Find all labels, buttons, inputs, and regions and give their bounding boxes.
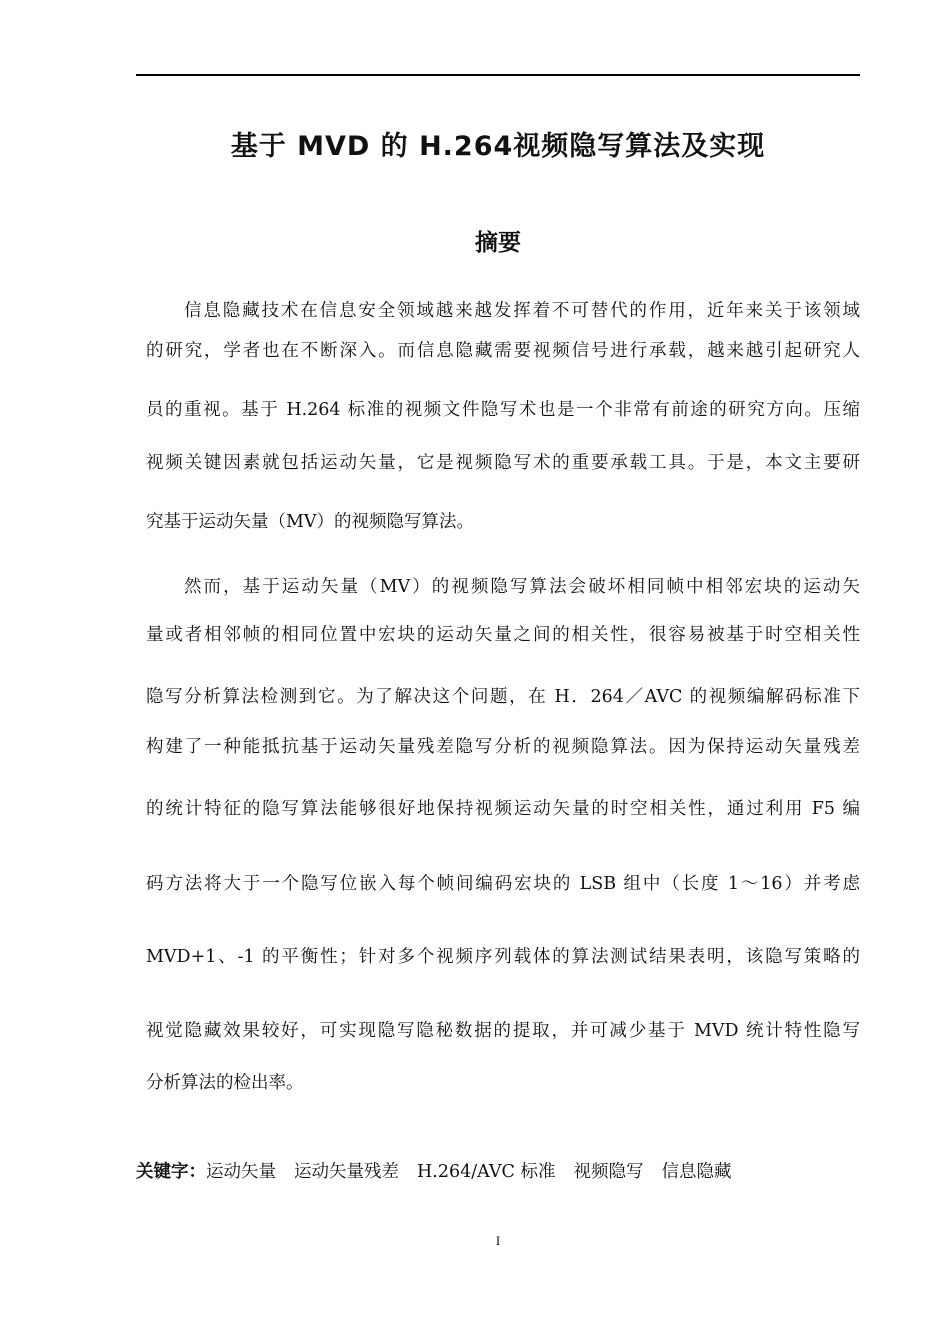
abstract-line: 视觉隐藏效果较好，可实现隐写隐秘数据的提取，并可减少基于 MVD 统计特性隐写 <box>146 1021 860 1041</box>
abstract-line: 分析算法的检出率。 <box>146 1073 304 1093</box>
keywords-line <box>136 1158 749 1183</box>
abstract-line: 信息隐藏技术在信息安全领域越来越发挥着不可替代的作用，近年来关于该领域 <box>184 301 860 321</box>
abstract-line: 然而，基于运动矢量（MV）的视频隐写算法会破坏相同帧中相邻宏块的运动矢 <box>184 577 860 597</box>
abstract-line: MVD+1、-1 的平衡性；针对多个视频序列载体的算法测试结果表明，该隐写策略的 <box>146 947 860 967</box>
abstract-heading: 摘要 <box>475 230 521 256</box>
keyword-item: 视频隐写 <box>573 1162 644 1182</box>
keyword-item: 运动矢量 <box>206 1162 276 1182</box>
header-rule <box>136 74 860 76</box>
abstract-line: 码方法将大于一个隐写位嵌入每个帧间编码宏块的 LSB 组中（长度 1～16）并考虑 <box>146 874 860 894</box>
abstract-line: 隐写分析算法检测到它。为了解决这个问题，在 H．264／AVC 的视频编解码标准下 <box>146 687 860 707</box>
abstract-line: 的研究，学者也在不断深入。而信息隐藏需要视频信号进行承载，越来越引起研究人 <box>146 341 860 361</box>
abstract-line: 视频关键因素就包括运动矢量，它是视频隐写术的重要承载工具。于是，本文主要研 <box>146 453 860 473</box>
keywords-label: 关键字： <box>136 1162 206 1182</box>
abstract-line: 的统计特征的隐写算法能够很好地保持视频运动矢量的时空相关性，通过利用 F5 编 <box>146 799 860 819</box>
keyword-item: 信息隐藏 <box>661 1162 732 1182</box>
abstract-line: 员的重视。基于 H.264 标准的视频文件隐写术也是一个非常有前途的研究方向。压缩 <box>146 400 860 420</box>
abstract-line: 究基于运动矢量（MV）的视频隐写算法。 <box>146 512 475 532</box>
keyword-item: 运动矢量残差 <box>294 1162 399 1182</box>
paper-title: 基于 MVD 的 H.264视频隐写算法及实现 <box>230 131 766 162</box>
abstract-line: 构建了一种能抵抗基于运动矢量残差隐写分析的视频隐算法。因为保持运动矢量残差 <box>146 737 860 757</box>
keyword-item: H.264/AVC 标准 <box>417 1162 556 1182</box>
abstract-line: 量或者相邻帧的相同位置中宏块的运动矢量之间的相关性，很容易被基于时空相关性 <box>146 625 860 645</box>
page-number: I <box>495 1233 501 1248</box>
